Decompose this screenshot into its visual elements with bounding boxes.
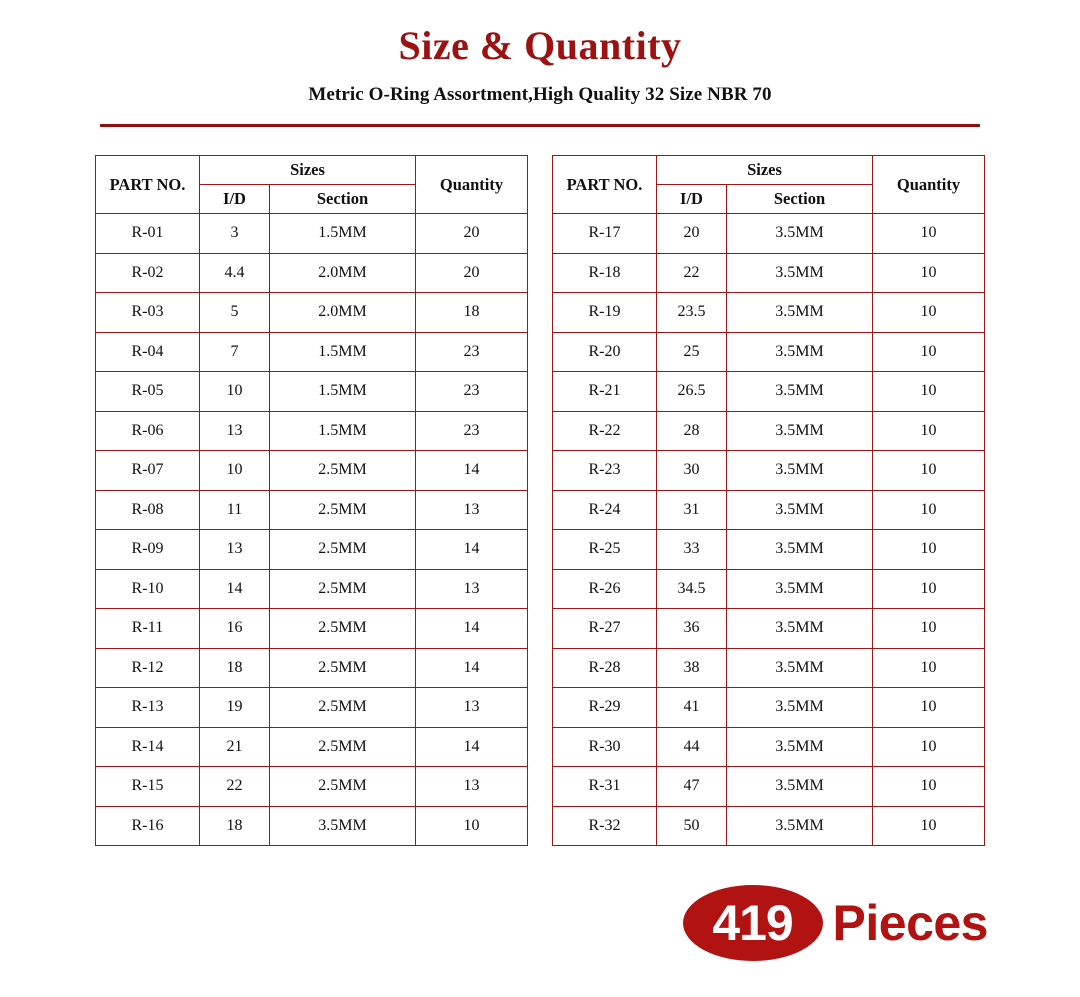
cell-qty: 10 <box>873 451 985 491</box>
cell-section: 3.5MM <box>727 332 873 372</box>
cell-qty: 13 <box>416 569 528 609</box>
table-row <box>96 648 528 688</box>
cell-qty: 14 <box>416 648 528 688</box>
table-row <box>553 253 985 293</box>
cell-section: 2.5MM <box>270 767 416 807</box>
cell-id: 47 <box>657 767 727 807</box>
column-header-sizes: Sizes <box>200 156 416 185</box>
cell-qty: 13 <box>416 767 528 807</box>
table-row <box>96 806 528 846</box>
cell-section: 2.5MM <box>270 530 416 570</box>
cell-qty: 10 <box>873 806 985 846</box>
table-row <box>96 767 528 807</box>
cell-qty: 23 <box>416 372 528 412</box>
cell-qty: 10 <box>873 293 985 333</box>
cell-part: R-03 <box>96 293 200 333</box>
cell-part: R-26 <box>553 569 657 609</box>
left-spec-table <box>95 155 528 846</box>
table-row <box>553 767 985 807</box>
right-table-body <box>553 214 985 846</box>
cell-qty: 18 <box>416 293 528 333</box>
column-header-id: I/D <box>657 185 727 214</box>
header-divider <box>100 124 980 127</box>
cell-id: 41 <box>657 688 727 728</box>
table-row <box>553 411 985 451</box>
cell-qty: 14 <box>416 727 528 767</box>
cell-part: R-17 <box>553 214 657 254</box>
table-row <box>553 372 985 412</box>
column-header-section: Section <box>270 185 416 214</box>
table-row <box>96 609 528 649</box>
table-row <box>553 688 985 728</box>
cell-id: 11 <box>200 490 270 530</box>
cell-id: 13 <box>200 530 270 570</box>
cell-section: 3.5MM <box>727 767 873 807</box>
page-title: Size & Quantity <box>398 23 682 68</box>
cell-qty: 14 <box>416 530 528 570</box>
cell-qty: 10 <box>416 806 528 846</box>
cell-id: 18 <box>200 806 270 846</box>
header-row-top <box>553 156 985 185</box>
table-row <box>553 648 985 688</box>
cell-qty: 23 <box>416 332 528 372</box>
column-header-part-no: PART NO. <box>553 156 657 214</box>
cell-section: 3.5MM <box>727 293 873 333</box>
cell-part: R-23 <box>553 451 657 491</box>
total-unit-label: Pieces <box>832 895 988 951</box>
table-row <box>553 451 985 491</box>
cell-section: 1.5MM <box>270 214 416 254</box>
table-row <box>96 451 528 491</box>
right-spec-table <box>552 155 985 846</box>
cell-section: 2.0MM <box>270 293 416 333</box>
table-row <box>96 688 528 728</box>
cell-id: 50 <box>657 806 727 846</box>
cell-qty: 14 <box>416 609 528 649</box>
cell-id: 20 <box>657 214 727 254</box>
cell-qty: 10 <box>873 727 985 767</box>
cell-section: 2.5MM <box>270 569 416 609</box>
cell-section: 3.5MM <box>727 727 873 767</box>
cell-part: R-29 <box>553 688 657 728</box>
cell-qty: 10 <box>873 648 985 688</box>
cell-qty: 23 <box>416 411 528 451</box>
cell-part: R-01 <box>96 214 200 254</box>
total-count: 419 <box>683 885 823 961</box>
cell-part: R-07 <box>96 451 200 491</box>
cell-section: 3.5MM <box>727 451 873 491</box>
table-row <box>553 806 985 846</box>
cell-id: 18 <box>200 648 270 688</box>
cell-id: 36 <box>657 609 727 649</box>
table-row <box>96 727 528 767</box>
cell-section: 2.5MM <box>270 609 416 649</box>
cell-section: 2.5MM <box>270 648 416 688</box>
cell-part: R-16 <box>96 806 200 846</box>
cell-qty: 14 <box>416 451 528 491</box>
cell-part: R-13 <box>96 688 200 728</box>
cell-id: 19 <box>200 688 270 728</box>
table-row <box>553 530 985 570</box>
cell-part: R-20 <box>553 332 657 372</box>
cell-qty: 10 <box>873 569 985 609</box>
cell-section: 1.5MM <box>270 411 416 451</box>
table-row <box>553 293 985 333</box>
cell-id: 16 <box>200 609 270 649</box>
cell-id: 31 <box>657 490 727 530</box>
cell-part: R-19 <box>553 293 657 333</box>
cell-id: 10 <box>200 451 270 491</box>
table-row <box>96 293 528 333</box>
column-header-part-no: PART NO. <box>96 156 200 214</box>
cell-id: 10 <box>200 372 270 412</box>
header-row-top <box>96 156 528 185</box>
cell-qty: 10 <box>873 411 985 451</box>
cell-part: R-04 <box>96 332 200 372</box>
cell-id: 3 <box>200 214 270 254</box>
table-row <box>553 609 985 649</box>
left-table-head <box>96 156 528 214</box>
left-table-body <box>96 214 528 846</box>
cell-part: R-21 <box>553 372 657 412</box>
cell-id: 4.4 <box>200 253 270 293</box>
column-header-sizes: Sizes <box>657 156 873 185</box>
cell-part: R-31 <box>553 767 657 807</box>
cell-qty: 10 <box>873 530 985 570</box>
table-row <box>553 214 985 254</box>
cell-id: 22 <box>200 767 270 807</box>
cell-section: 3.5MM <box>727 569 873 609</box>
table-row <box>553 569 985 609</box>
column-header-section: Section <box>727 185 873 214</box>
table-row <box>553 727 985 767</box>
column-header-id: I/D <box>200 185 270 214</box>
cell-qty: 10 <box>873 688 985 728</box>
cell-section: 2.5MM <box>270 451 416 491</box>
cell-section: 3.5MM <box>727 806 873 846</box>
table-row <box>96 530 528 570</box>
cell-qty: 10 <box>873 767 985 807</box>
cell-id: 23.5 <box>657 293 727 333</box>
cell-section: 3.5MM <box>727 530 873 570</box>
cell-id: 7 <box>200 332 270 372</box>
cell-id: 44 <box>657 727 727 767</box>
cell-part: R-14 <box>96 727 200 767</box>
cell-id: 33 <box>657 530 727 570</box>
cell-section: 1.5MM <box>270 332 416 372</box>
cell-part: R-27 <box>553 609 657 649</box>
cell-part: R-02 <box>96 253 200 293</box>
cell-part: R-12 <box>96 648 200 688</box>
cell-section: 2.5MM <box>270 688 416 728</box>
cell-part: R-09 <box>96 530 200 570</box>
table-row <box>553 490 985 530</box>
cell-id: 21 <box>200 727 270 767</box>
cell-id: 38 <box>657 648 727 688</box>
cell-part: R-28 <box>553 648 657 688</box>
cell-id: 26.5 <box>657 372 727 412</box>
cell-id: 13 <box>200 411 270 451</box>
table-row <box>96 214 528 254</box>
cell-qty: 10 <box>873 490 985 530</box>
cell-part: R-22 <box>553 411 657 451</box>
cell-section: 2.5MM <box>270 490 416 530</box>
cell-qty: 10 <box>873 372 985 412</box>
cell-id: 14 <box>200 569 270 609</box>
cell-id: 22 <box>657 253 727 293</box>
cell-qty: 20 <box>416 253 528 293</box>
table-row <box>96 332 528 372</box>
cell-part: R-32 <box>553 806 657 846</box>
cell-id: 28 <box>657 411 727 451</box>
cell-part: R-08 <box>96 490 200 530</box>
total-pieces-badge <box>683 885 988 961</box>
cell-section: 3.5MM <box>727 490 873 530</box>
cell-id: 5 <box>200 293 270 333</box>
cell-part: R-24 <box>553 490 657 530</box>
cell-section: 3.5MM <box>270 806 416 846</box>
cell-qty: 20 <box>416 214 528 254</box>
cell-qty: 10 <box>873 332 985 372</box>
cell-section: 3.5MM <box>727 253 873 293</box>
table-row <box>96 411 528 451</box>
cell-part: R-15 <box>96 767 200 807</box>
column-header-quantity: Quantity <box>416 156 528 214</box>
cell-id: 34.5 <box>657 569 727 609</box>
table-row <box>96 569 528 609</box>
table-row <box>553 332 985 372</box>
cell-section: 3.5MM <box>727 688 873 728</box>
cell-part: R-10 <box>96 569 200 609</box>
cell-part: R-11 <box>96 609 200 649</box>
cell-qty: 10 <box>873 609 985 649</box>
cell-qty: 10 <box>873 214 985 254</box>
cell-section: 2.5MM <box>270 727 416 767</box>
footer <box>0 885 1080 961</box>
cell-section: 1.5MM <box>270 372 416 412</box>
cell-section: 3.5MM <box>727 609 873 649</box>
cell-part: R-05 <box>96 372 200 412</box>
page-subtitle: Metric O-Ring Assortment,High Quality 32 Size NBR 70 <box>308 84 772 105</box>
table-row <box>96 253 528 293</box>
cell-id: 25 <box>657 332 727 372</box>
cell-id: 30 <box>657 451 727 491</box>
cell-qty: 13 <box>416 688 528 728</box>
cell-section: 3.5MM <box>727 411 873 451</box>
table-row <box>96 490 528 530</box>
cell-section: 3.5MM <box>727 648 873 688</box>
right-table-head <box>553 156 985 214</box>
cell-part: R-18 <box>553 253 657 293</box>
cell-section: 3.5MM <box>727 372 873 412</box>
column-header-quantity: Quantity <box>873 156 985 214</box>
cell-qty: 10 <box>873 253 985 293</box>
tables-container <box>0 155 1080 846</box>
cell-part: R-25 <box>553 530 657 570</box>
cell-part: R-06 <box>96 411 200 451</box>
cell-section: 3.5MM <box>727 214 873 254</box>
table-row <box>96 372 528 412</box>
cell-qty: 13 <box>416 490 528 530</box>
cell-section: 2.0MM <box>270 253 416 293</box>
cell-part: R-30 <box>553 727 657 767</box>
